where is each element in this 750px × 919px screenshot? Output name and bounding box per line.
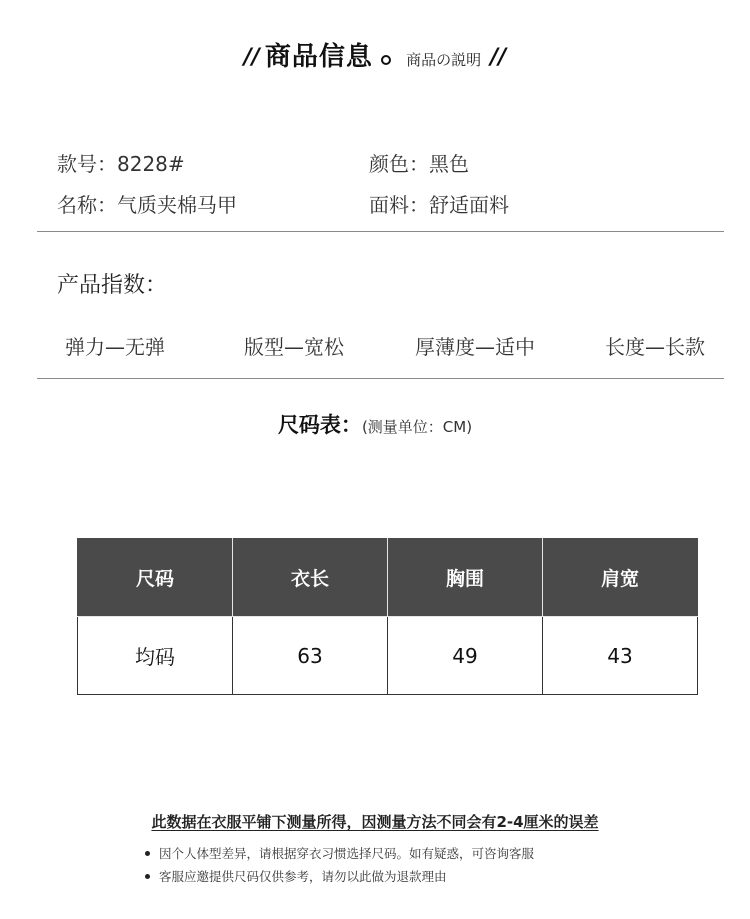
measurement-note bbox=[0, 811, 750, 832]
note-bullet bbox=[145, 867, 447, 885]
color-value: 黑色 bbox=[429, 152, 469, 176]
metric-thickness: 厚薄度—适中 bbox=[415, 335, 535, 359]
metric-elasticity: 弹力—无弹 bbox=[65, 335, 165, 359]
style-number-value: 8228# bbox=[117, 152, 185, 176]
color-info bbox=[369, 148, 469, 177]
color-label: 颜色： bbox=[369, 152, 429, 176]
size-chart-unit: (测量单位：CM) bbox=[361, 418, 473, 436]
metric-fit: 版型—宽松 bbox=[244, 335, 344, 359]
measurement-note-text: 此数据在衣服平铺下测量所得，因测量方法不同会有2-4厘米的误差 bbox=[151, 813, 599, 831]
size-chart-title: 尺码表： bbox=[277, 413, 362, 437]
table-row bbox=[78, 617, 698, 695]
bullet-dot-icon bbox=[145, 851, 150, 856]
divider-bottom bbox=[37, 378, 724, 379]
cell-shoulder: 43 bbox=[543, 617, 698, 695]
metric-length: 长度—长款 bbox=[605, 335, 705, 359]
note-bullet bbox=[145, 844, 534, 862]
section-subtitle: 商品の説明 bbox=[406, 51, 482, 69]
fabric-label: 面料： bbox=[369, 193, 429, 217]
table-header-row bbox=[78, 539, 698, 617]
size-chart-heading bbox=[0, 409, 750, 439]
slash-decoration-left: // bbox=[243, 45, 260, 70]
note-bullet-text: 客服应邀提供尺码仅供参考，请勿以此做为退款理由 bbox=[159, 869, 447, 884]
fabric-info bbox=[369, 189, 509, 218]
cell-length: 63 bbox=[233, 617, 388, 695]
section-header bbox=[0, 36, 750, 72]
size-table bbox=[77, 538, 698, 695]
style-number bbox=[57, 148, 185, 177]
divider-top bbox=[37, 231, 724, 232]
product-name bbox=[57, 189, 237, 218]
header-length: 衣长 bbox=[233, 539, 388, 617]
header-shoulder: 肩宽 bbox=[543, 539, 698, 617]
cell-bust: 49 bbox=[388, 617, 543, 695]
fabric-value: 舒适面料 bbox=[429, 193, 509, 217]
section-title: 商品信息 bbox=[264, 42, 373, 72]
header-size: 尺码 bbox=[78, 539, 233, 617]
product-name-label: 名称： bbox=[57, 193, 117, 217]
circle-dot-icon bbox=[381, 55, 391, 65]
cell-size: 均码 bbox=[78, 617, 233, 695]
product-name-value: 气质夹棉马甲 bbox=[117, 193, 237, 217]
slash-decoration-right: // bbox=[490, 45, 507, 70]
bullet-dot-icon bbox=[145, 874, 150, 879]
note-bullet-text: 因个人体型差异，请根据穿衣习惯选择尺码。如有疑惑，可咨询客服 bbox=[159, 846, 535, 861]
style-number-label: 款号： bbox=[57, 152, 117, 176]
header-bust: 胸围 bbox=[388, 539, 543, 617]
product-index-title: 产品指数： bbox=[57, 273, 168, 298]
